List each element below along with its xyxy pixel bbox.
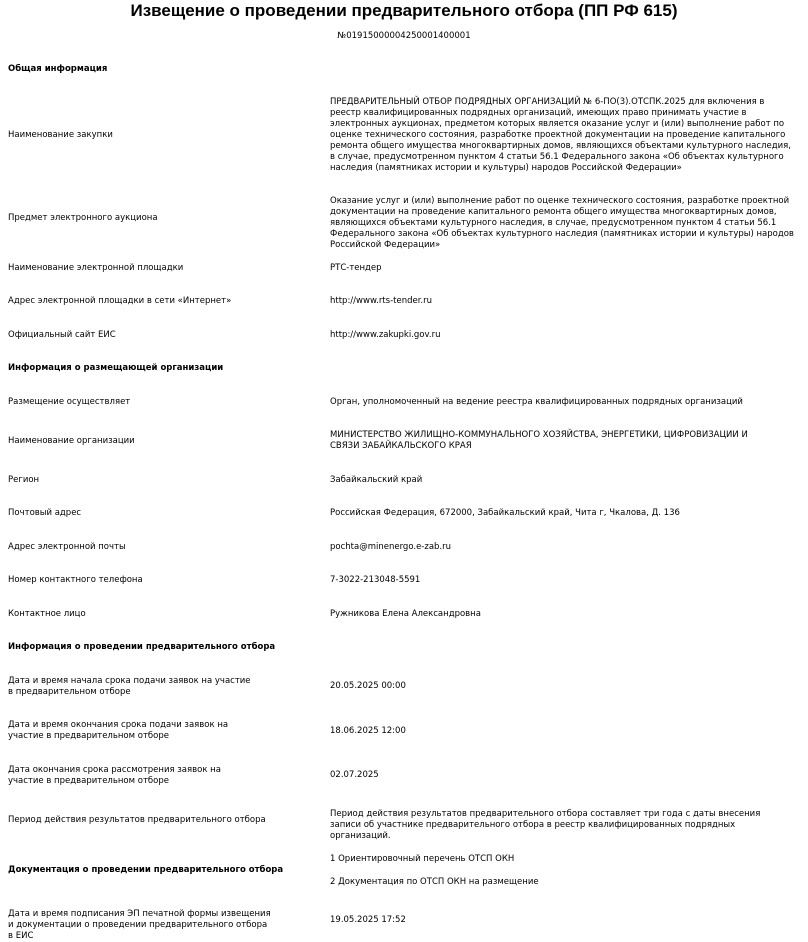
label-review-end: Дата окончания срока рассмотрения заявок на участие в предварительном отборе <box>8 765 221 786</box>
label-platform-name: Наименование электронной площадки <box>8 263 184 273</box>
label-auction-subject: Предмет электронного аукциона <box>8 213 158 223</box>
label-platform-url: Адрес электронной площадки в сети «Интернет» <box>8 296 232 306</box>
value-phone: 7-3022-213048-5591 <box>330 575 421 585</box>
label-purchase-name: Наименование закупки <box>8 130 113 140</box>
document-link[interactable]: 2 Документация по ОТСП ОКН на размещение <box>330 877 539 887</box>
value-start: 20.05.2025 00:00 <box>330 681 406 691</box>
label-eis-site: Официальный сайт ЕИС <box>8 330 116 340</box>
label-region: Регион <box>8 475 40 485</box>
value-auction-subject: Оказание услуг и (или) выполнение работ по оценке технического состояния, разработке проектной документации на проведение капитального ремонта общего имущества многоквартирных домов, являющихся объектами культурного наследия, в случае, предусмотренном пунктом 4 статьи 56.1 Федерального закона «Об объектах культурного наследия (памятниках истории и культуры) народов Российской Федерации» <box>330 196 794 250</box>
label-signed: Дата и время подписания ЭП печатной формы извещения и документации о проведении предварительного отбора в ЕИС <box>8 909 271 941</box>
value-review-end: 02.07.2025 <box>330 770 379 780</box>
notice-number: №01915000004250001400001 <box>337 31 471 41</box>
value-region: Забайкальский край <box>330 475 423 485</box>
label-end: Дата и время окончания срока подачи заявок на участие в предварительном отборе <box>8 720 229 741</box>
section-general: Общая информация <box>8 64 108 74</box>
label-start: Дата и время начала срока подачи заявок на участие в предварительном отборе <box>8 676 251 697</box>
value-platform-name: РТС-тендер <box>330 263 382 273</box>
value-contact: Ружникова Елена Александровна <box>330 609 481 619</box>
label-email: Адрес электронной почты <box>8 542 126 552</box>
section-docs: Документация о проведении предварительного отбора <box>8 865 284 875</box>
value-period: Период действия результатов предварительного отбора составляет три года с даты внесения записи об участнике предварительного отбора в реестр квалифицированных подрядных организаций. <box>330 809 761 841</box>
label-org-name: Наименование организации <box>8 436 135 446</box>
link-platform-url[interactable]: http://www.rts-tender.ru <box>330 296 433 306</box>
link-eis-site[interactable]: http://www.zakupki.gov.ru <box>330 330 441 340</box>
label-phone: Номер контактного телефона <box>8 575 143 585</box>
value-postal: Российская Федерация, 672000, Забайкальский край, Чита г, Чкалова, Д. 136 <box>330 508 680 518</box>
link-email[interactable]: pochta@minenergo.e-zab.ru <box>330 542 452 552</box>
value-placer: Орган, уполномоченный на ведение реестра квалифицированных подрядных организаций <box>330 397 743 407</box>
document-list <box>330 854 796 888</box>
label-contact: Контактное лицо <box>8 609 86 619</box>
document-link[interactable]: 1 Ориентировочный перечень ОТСП ОКН <box>330 854 515 864</box>
label-postal: Почтовый адрес <box>8 508 82 518</box>
value-purchase-name: ПРЕДВАРИТЕЛЬНЫЙ ОТБОР ПОДРЯДНЫХ ОРГАНИЗАЦИЙ № 6-ПО(3).ОТСПК.2025 для включения в реестр квалифицированных подрядных организаций, имеющих право принимать участие в электронных аукционах, предметом которых является оказание услуг и (или) выполнение работ по оценке технического состояния, разработке проектной документации на проведение капитального ремонта общего имущества многоквартирных домов, являющихся объектами культурного наследия, в случае, предусмотренном пунктом 4 статьи 56.1 Федерального закона «Об объектах культурного наследия (памятниках истории и культуры) народов Российской Федерации» <box>330 97 791 173</box>
label-period: Период действия результатов предварительного отбора <box>8 815 266 825</box>
page-title: Извещение о проведении предварительного отбора (ПП РФ 615) <box>130 1 678 20</box>
label-placer: Размещение осуществляет <box>8 397 131 407</box>
value-end: 18.06.2025 12:00 <box>330 726 406 736</box>
value-signed: 19.05.2025 17:52 <box>330 915 406 925</box>
section-org: Информация о размещающей организации <box>8 363 224 373</box>
section-selection: Информация о проведении предварительного отбора <box>8 642 276 652</box>
value-org-name: МИНИСТЕРСТВО ЖИЛИЩНО-КОММУНАЛЬНОГО ХОЗЯЙСТВА, ЭНЕРГЕТИКИ, ЦИФРОВИЗАЦИИ И СВЯЗИ ЗАБАЙКАЛЬСКОГО КРАЯ <box>330 430 748 451</box>
